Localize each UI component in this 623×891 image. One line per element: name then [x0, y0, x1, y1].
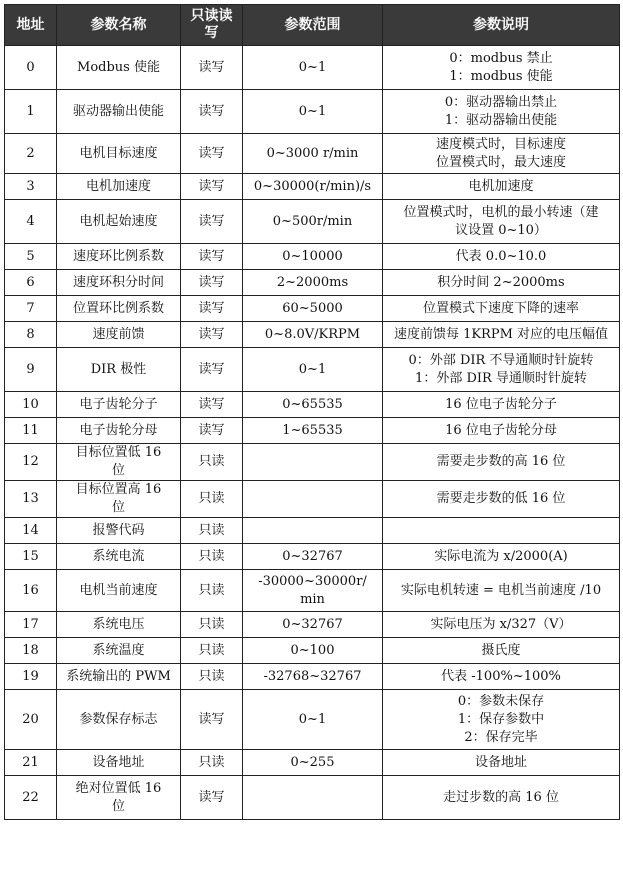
table-row: [5, 570, 620, 612]
cell-access: 只读: [181, 750, 243, 776]
cell-description: 走过步数的高 16 位: [383, 776, 620, 820]
cell-address: 0: [5, 46, 57, 90]
table-row: [5, 244, 620, 270]
cell-access: 读写: [181, 46, 243, 90]
table-row: [5, 200, 620, 244]
table-row: [5, 612, 620, 638]
cell-address: 1: [5, 90, 57, 134]
cell-range: 0~100: [243, 638, 383, 664]
cell-description: 摄氏度: [383, 638, 620, 664]
parameter-table: [4, 4, 620, 820]
table-row: [5, 444, 620, 481]
cell-address: 21: [5, 750, 57, 776]
cell-range: [243, 444, 383, 481]
cell-access: 读写: [181, 134, 243, 174]
table-row: [5, 90, 620, 134]
cell-address: 8: [5, 322, 57, 348]
cell-param-name: 速度环比例系数: [57, 244, 181, 270]
cell-param-name: 设备地址: [57, 750, 181, 776]
cell-address: 14: [5, 518, 57, 544]
cell-address: 3: [5, 174, 57, 200]
cell-param-name: 驱动器输出使能: [57, 90, 181, 134]
cell-address: 19: [5, 664, 57, 690]
cell-access: 读写: [181, 322, 243, 348]
table-row: [5, 544, 620, 570]
cell-address: 10: [5, 392, 57, 418]
cell-address: 16: [5, 570, 57, 612]
cell-param-name: 系统电流: [57, 544, 181, 570]
cell-description: 积分时间 2~2000ms: [383, 270, 620, 296]
cell-description: 需要走步数的高 16 位: [383, 444, 620, 481]
cell-access: 读写: [181, 244, 243, 270]
cell-access: 读写: [181, 174, 243, 200]
cell-address: 5: [5, 244, 57, 270]
cell-range: 0~32767: [243, 612, 383, 638]
cell-access: 只读: [181, 544, 243, 570]
cell-range: -32768~32767: [243, 664, 383, 690]
table-row: [5, 776, 620, 820]
table-row: [5, 348, 620, 392]
cell-range: 1~65535: [243, 418, 383, 444]
cell-access: 只读: [181, 638, 243, 664]
cell-param-name: 系统温度: [57, 638, 181, 664]
cell-range: 2~2000ms: [243, 270, 383, 296]
cell-param-name: 速度环积分时间: [57, 270, 181, 296]
table-row: [5, 481, 620, 518]
cell-range: 0~1: [243, 46, 383, 90]
cell-address: 15: [5, 544, 57, 570]
table-row: [5, 750, 620, 776]
cell-access: 读写: [181, 296, 243, 322]
cell-param-name: 电子齿轮分母: [57, 418, 181, 444]
table-row: [5, 518, 620, 544]
cell-range: 0~32767: [243, 544, 383, 570]
cell-address: 22: [5, 776, 57, 820]
header-range: 参数范围: [243, 5, 383, 46]
cell-param-name: 绝对位置低 16 位: [57, 776, 181, 820]
cell-description: 速度模式时，目标速度 位置模式时，最大速度: [383, 134, 620, 174]
cell-access: 只读: [181, 518, 243, 544]
cell-access: 读写: [181, 90, 243, 134]
cell-description: 速度前馈每 1KRPM 对应的电压幅值: [383, 322, 620, 348]
cell-address: 6: [5, 270, 57, 296]
cell-description: 位置模式下速度下降的速率: [383, 296, 620, 322]
cell-range: 0~500r/min: [243, 200, 383, 244]
table-header: [5, 5, 620, 46]
cell-address: 20: [5, 690, 57, 750]
header-access: 只读读写: [181, 5, 243, 46]
cell-description: 实际电压为 x/327（V）: [383, 612, 620, 638]
cell-address: 4: [5, 200, 57, 244]
cell-param-name: 报警代码: [57, 518, 181, 544]
cell-address: 9: [5, 348, 57, 392]
cell-access: 读写: [181, 270, 243, 296]
cell-description: 需要走步数的低 16 位: [383, 481, 620, 518]
cell-address: 12: [5, 444, 57, 481]
cell-range: [243, 481, 383, 518]
cell-description: 位置模式时，电机的最小转速（建 议设置 0~10）: [383, 200, 620, 244]
cell-access: 读写: [181, 348, 243, 392]
cell-address: 2: [5, 134, 57, 174]
table-row: [5, 270, 620, 296]
cell-param-name: 电子齿轮分子: [57, 392, 181, 418]
cell-description: 实际电机转速 = 电机当前速度 /10: [383, 570, 620, 612]
cell-description: 0：外部 DIR 不导通顺时针旋转 1：外部 DIR 导通顺时针旋转: [383, 348, 620, 392]
cell-address: 11: [5, 418, 57, 444]
cell-description: 电机加速度: [383, 174, 620, 200]
cell-param-name: 电机加速度: [57, 174, 181, 200]
cell-address: 18: [5, 638, 57, 664]
cell-param-name: 目标位置低 16 位: [57, 444, 181, 481]
table-row: [5, 690, 620, 750]
table-row: [5, 392, 620, 418]
table-row: [5, 174, 620, 200]
cell-address: 17: [5, 612, 57, 638]
cell-access: 读写: [181, 776, 243, 820]
cell-description: [383, 518, 620, 544]
cell-range: 0~1: [243, 90, 383, 134]
cell-range: 0~65535: [243, 392, 383, 418]
table-row: [5, 46, 620, 90]
cell-access: 只读: [181, 664, 243, 690]
header-row: [5, 5, 620, 46]
cell-param-name: 目标位置高 16 位: [57, 481, 181, 518]
cell-range: 60~5000: [243, 296, 383, 322]
cell-range: 0~8.0V/KRPM: [243, 322, 383, 348]
cell-range: 0~30000(r/min)/s: [243, 174, 383, 200]
cell-description: 0：参数未保存 1：保存参数中 2：保存完毕: [383, 690, 620, 750]
cell-access: 读写: [181, 392, 243, 418]
cell-param-name: Modbus 使能: [57, 46, 181, 90]
cell-param-name: 参数保存标志: [57, 690, 181, 750]
cell-param-name: 电机起始速度: [57, 200, 181, 244]
cell-access: 只读: [181, 481, 243, 518]
cell-range: 0~255: [243, 750, 383, 776]
cell-description: 实际电流为 x/2000(A): [383, 544, 620, 570]
cell-range: [243, 776, 383, 820]
cell-range: 0~1: [243, 348, 383, 392]
cell-description: 16 位电子齿轮分母: [383, 418, 620, 444]
cell-address: 13: [5, 481, 57, 518]
cell-access: 只读: [181, 570, 243, 612]
table-row: [5, 638, 620, 664]
cell-param-name: 速度前馈: [57, 322, 181, 348]
cell-access: 读写: [181, 418, 243, 444]
cell-description: 0：modbus 禁止 1：modbus 使能: [383, 46, 620, 90]
table-body: [5, 46, 620, 820]
cell-address: 7: [5, 296, 57, 322]
cell-range: 0~10000: [243, 244, 383, 270]
cell-range: 0~3000 r/min: [243, 134, 383, 174]
cell-access: 只读: [181, 444, 243, 481]
cell-access: 读写: [181, 200, 243, 244]
cell-range: -30000~30000r/ min: [243, 570, 383, 612]
table-row: [5, 664, 620, 690]
header-address: 地址: [5, 5, 57, 46]
cell-description: 16 位电子齿轮分子: [383, 392, 620, 418]
cell-param-name: 系统电压: [57, 612, 181, 638]
cell-access: 读写: [181, 690, 243, 750]
header-param-name: 参数名称: [57, 5, 181, 46]
cell-param-name: 电机当前速度: [57, 570, 181, 612]
cell-range: [243, 518, 383, 544]
cell-param-name: 电机目标速度: [57, 134, 181, 174]
cell-param-name: 位置环比例系数: [57, 296, 181, 322]
table-row: [5, 296, 620, 322]
cell-access: 只读: [181, 612, 243, 638]
cell-description: 代表 0.0~10.0: [383, 244, 620, 270]
cell-param-name: DIR 极性: [57, 348, 181, 392]
cell-description: 设备地址: [383, 750, 620, 776]
cell-description: 代表 -100%~100%: [383, 664, 620, 690]
header-description: 参数说明: [383, 5, 620, 46]
cell-description: 0：驱动器输出禁止 1：驱动器输出使能: [383, 90, 620, 134]
table-row: [5, 322, 620, 348]
table-row: [5, 134, 620, 174]
table-row: [5, 418, 620, 444]
cell-param-name: 系统输出的 PWM: [57, 664, 181, 690]
cell-range: 0~1: [243, 690, 383, 750]
